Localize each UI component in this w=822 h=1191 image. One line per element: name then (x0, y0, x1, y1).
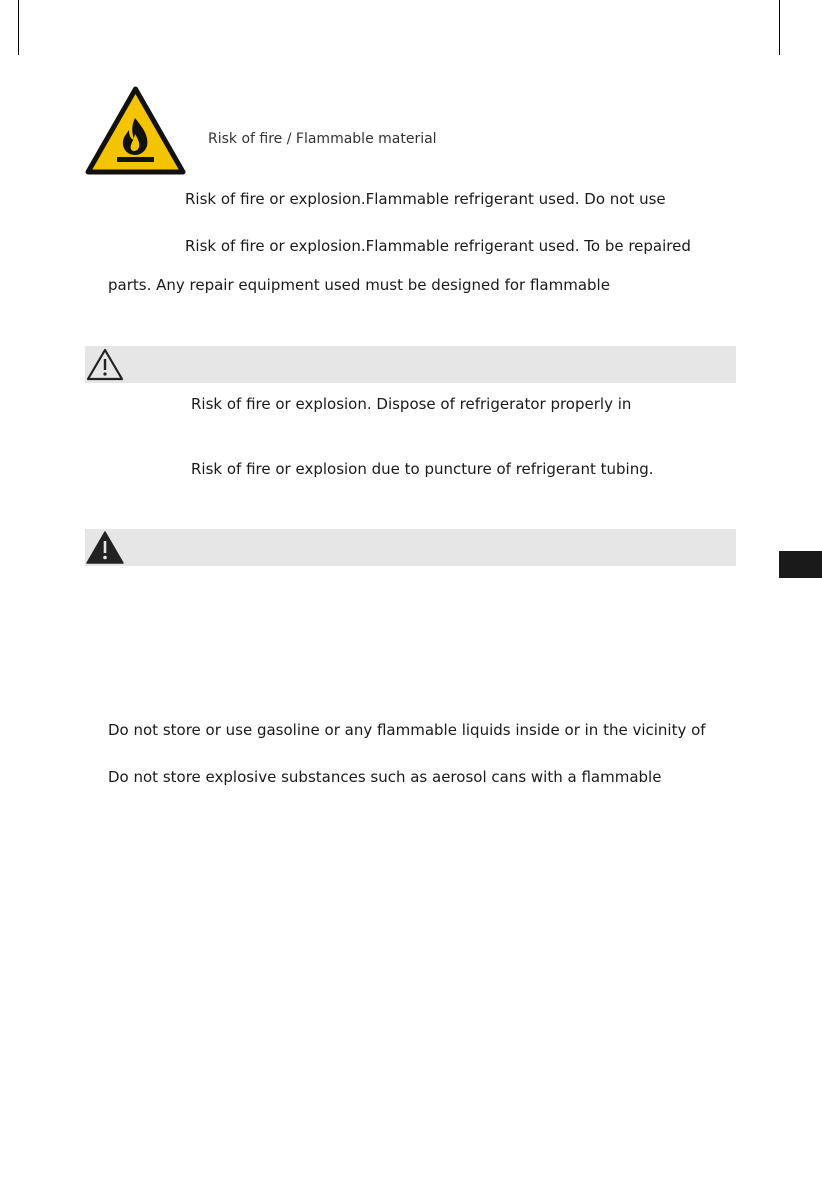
warning-bar (85, 529, 736, 566)
fire-caption: Risk of fire / Flammable material (208, 131, 437, 147)
text-line: Risk of fire or explosion.Flammable refrigerant used. Do not use (185, 190, 666, 208)
text-line: Do not store explosive substances such as aerosol cans with a flammable (108, 768, 662, 786)
text-line: Risk of fire or explosion.Flammable refrigerant used. To be repaired (185, 237, 691, 255)
warning-filled-icon (85, 529, 125, 566)
text-line: Risk of fire or explosion. Dispose of refrigerator properly in (191, 395, 632, 413)
text-line: parts. Any repair equipment used must be designed for flammable (108, 276, 610, 294)
crop-mark-left (0, 0, 19, 55)
caution-bar (85, 346, 736, 383)
flammable-warning-icon (85, 86, 186, 175)
text-line: Risk of fire or explosion due to puncture of refrigerant tubing. (191, 460, 654, 478)
text-line: Do not store or use gasoline or any flammable liquids inside or in the vicinity of (108, 721, 706, 739)
side-tab (779, 551, 822, 578)
caution-outline-icon (85, 346, 125, 383)
crop-mark-right (779, 0, 780, 55)
